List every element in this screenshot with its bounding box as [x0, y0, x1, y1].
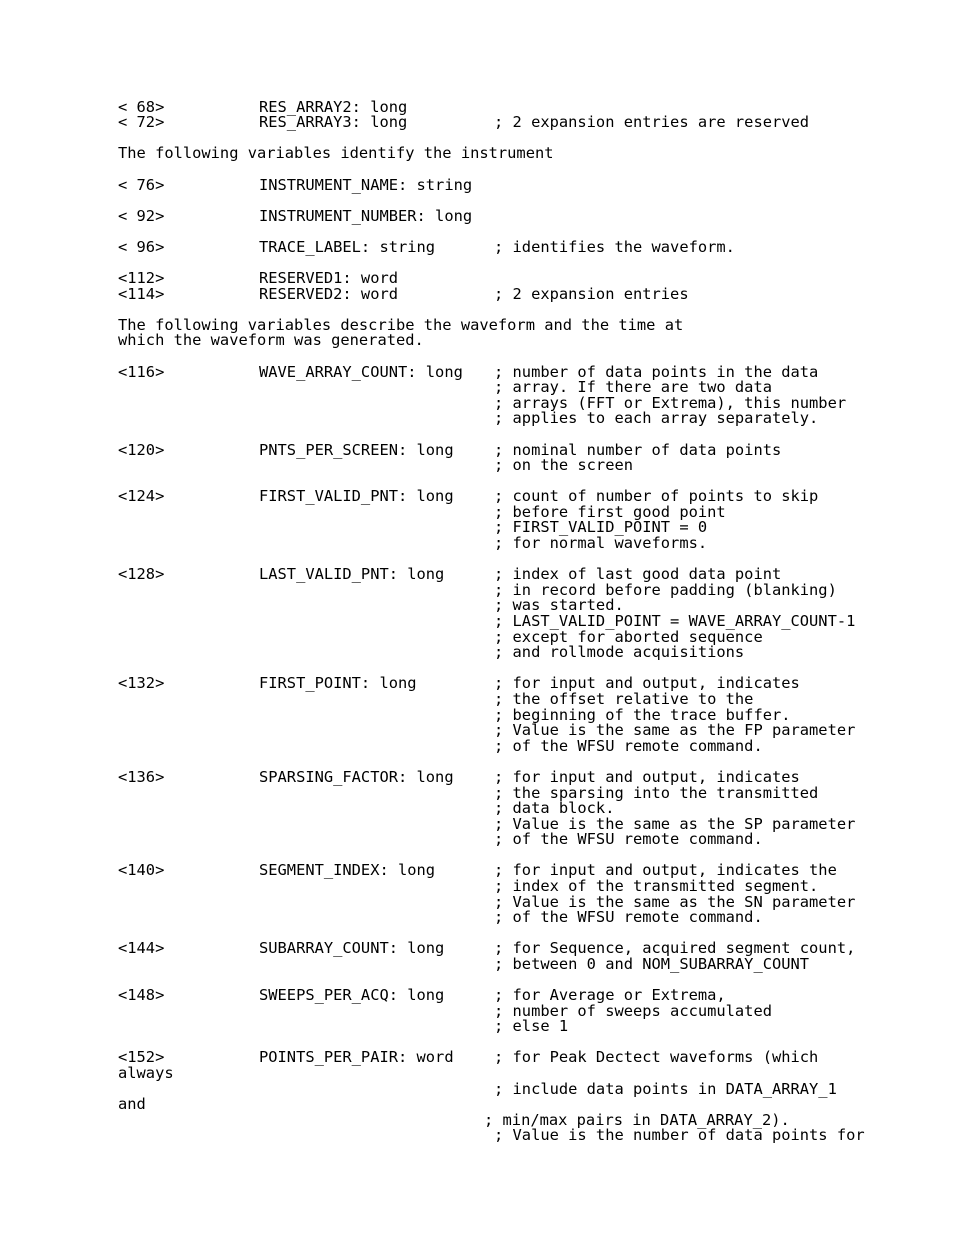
field-res-array2: RES_ARRAY2: long	[259, 98, 408, 116]
comment-line: ; index of the transmitted segment.	[494, 877, 819, 895]
wrapped-text: and	[118, 1095, 146, 1113]
comment-line: ; for Average or Extrema,	[494, 986, 726, 1004]
field-reserved1: RESERVED1: word	[259, 269, 398, 287]
field-instrument-number: INSTRUMENT_NUMBER: long	[259, 207, 473, 225]
offset-114: <114>	[118, 285, 165, 303]
offset-68: < 68>	[118, 98, 165, 116]
offset-76: < 76>	[118, 176, 165, 194]
comment-line: ; number of sweeps accumulated	[494, 1002, 772, 1020]
comment-line: ; LAST_VALID_POINT = WAVE_ARRAY_COUNT-1	[494, 612, 856, 630]
comment-line: ; Value is the same as the SN parameter	[494, 893, 856, 911]
comment-line: ; min/max pairs in DATA_ARRAY_2).	[484, 1111, 790, 1129]
comment-line: ; data block.	[494, 799, 615, 817]
field-subarray-count: SUBARRAY_COUNT: long	[259, 939, 445, 957]
comment-line: ; and rollmode acquisitions	[494, 643, 745, 661]
comment-res-array3: ; 2 expansion entries are reserved	[494, 113, 810, 131]
comment-line: ; in record before padding (blanking)	[494, 581, 837, 599]
comment-line: ; applies to each array separately.	[494, 409, 819, 427]
comment-line: ; count of number of points to skip	[494, 487, 819, 505]
field-points-per-pair: POINTS_PER_PAIR: word	[259, 1048, 454, 1066]
comment-line: ; for input and output, indicates	[494, 768, 800, 786]
comment-line: ; before first good point	[494, 503, 726, 521]
comment-trace-label: ; identifies the waveform.	[494, 238, 735, 256]
comment-line: ; for Sequence, acquired segment count,	[494, 939, 856, 957]
comment-reserved2: ; 2 expansion entries	[494, 285, 689, 303]
comment-line: ; include data points in DATA_ARRAY_1	[494, 1080, 837, 1098]
offset-128: <128>	[118, 565, 165, 583]
comment-line: ; on the screen	[494, 456, 633, 474]
offset-124: <124>	[118, 487, 165, 505]
section-heading-instrument: The following variables identify the instrument	[118, 144, 554, 162]
comment-line: ; between 0 and NOM_SUBARRAY_COUNT	[494, 955, 810, 973]
field-trace-label: TRACE_LABEL: string	[259, 238, 436, 256]
comment-line: ; nominal number of data points	[494, 441, 782, 459]
comment-line: ; for normal waveforms.	[494, 534, 708, 552]
field-first-valid-pnt: FIRST_VALID_PNT: long	[259, 487, 454, 505]
comment-line: ; index of last good data point	[494, 565, 782, 583]
comment-line: ; of the WFSU remote command.	[494, 830, 763, 848]
comment-line: ; arrays (FFT or Extrema), this number	[494, 394, 847, 412]
field-first-point: FIRST_POINT: long	[259, 674, 417, 692]
offset-120: <120>	[118, 441, 165, 459]
comment-line: ; array. If there are two data	[494, 378, 772, 396]
offset-136: <136>	[118, 768, 165, 786]
comment-line: ; of the WFSU remote command.	[494, 737, 763, 755]
field-sparsing-factor: SPARSING_FACTOR: long	[259, 768, 454, 786]
field-reserved2: RESERVED2: word	[259, 285, 398, 303]
field-wave-array-count: WAVE_ARRAY_COUNT: long	[259, 363, 463, 381]
field-sweeps-per-acq: SWEEPS_PER_ACQ: long	[259, 986, 445, 1004]
comment-line: ; Value is the number of data points for	[494, 1126, 865, 1144]
section-heading-waveform: The following variables describe the waveform and the time at	[118, 316, 684, 334]
comment-line: ; number of data points in the data	[494, 363, 819, 381]
offset-96: < 96>	[118, 238, 165, 256]
comment-line: ; the offset relative to the	[494, 690, 754, 708]
comment-line: ; Value is the same as the FP parameter	[494, 721, 856, 739]
field-instrument-name: INSTRUMENT_NAME: string	[259, 176, 473, 194]
offset-132: <132>	[118, 674, 165, 692]
comment-line: ; beginning of the trace buffer.	[494, 706, 791, 724]
comment-line: ; for input and output, indicates	[494, 674, 800, 692]
comment-line: ; of the WFSU remote command.	[494, 908, 763, 926]
offset-112: <112>	[118, 269, 165, 287]
offset-92: < 92>	[118, 207, 165, 225]
field-segment-index: SEGMENT_INDEX: long	[259, 861, 436, 879]
section-heading-waveform-cont: which the waveform was generated.	[118, 331, 424, 349]
comment-line: ; else 1	[494, 1017, 569, 1035]
field-pnts-per-screen: PNTS_PER_SCREEN: long	[259, 441, 454, 459]
comment-line: ; Value is the same as the SP parameter	[494, 815, 856, 833]
field-last-valid-pnt: LAST_VALID_PNT: long	[259, 565, 445, 583]
comment-line: ; except for aborted sequence	[494, 628, 763, 646]
offset-116: <116>	[118, 363, 165, 381]
offset-140: <140>	[118, 861, 165, 879]
comment-line: ; FIRST_VALID_POINT = 0	[494, 518, 708, 536]
comment-line: ; was started.	[494, 596, 624, 614]
offset-72: < 72>	[118, 113, 165, 131]
comment-line: ; the sparsing into the transmitted	[494, 784, 819, 802]
comment-line: ; for Peak Dectect waveforms (which	[494, 1048, 819, 1066]
offset-148: <148>	[118, 986, 165, 1004]
offset-152: <152>	[118, 1048, 165, 1066]
offset-144: <144>	[118, 939, 165, 957]
comment-line: ; for input and output, indicates the	[494, 861, 837, 879]
field-res-array3: RES_ARRAY3: long	[259, 113, 408, 131]
wrapped-text: always	[118, 1064, 174, 1082]
